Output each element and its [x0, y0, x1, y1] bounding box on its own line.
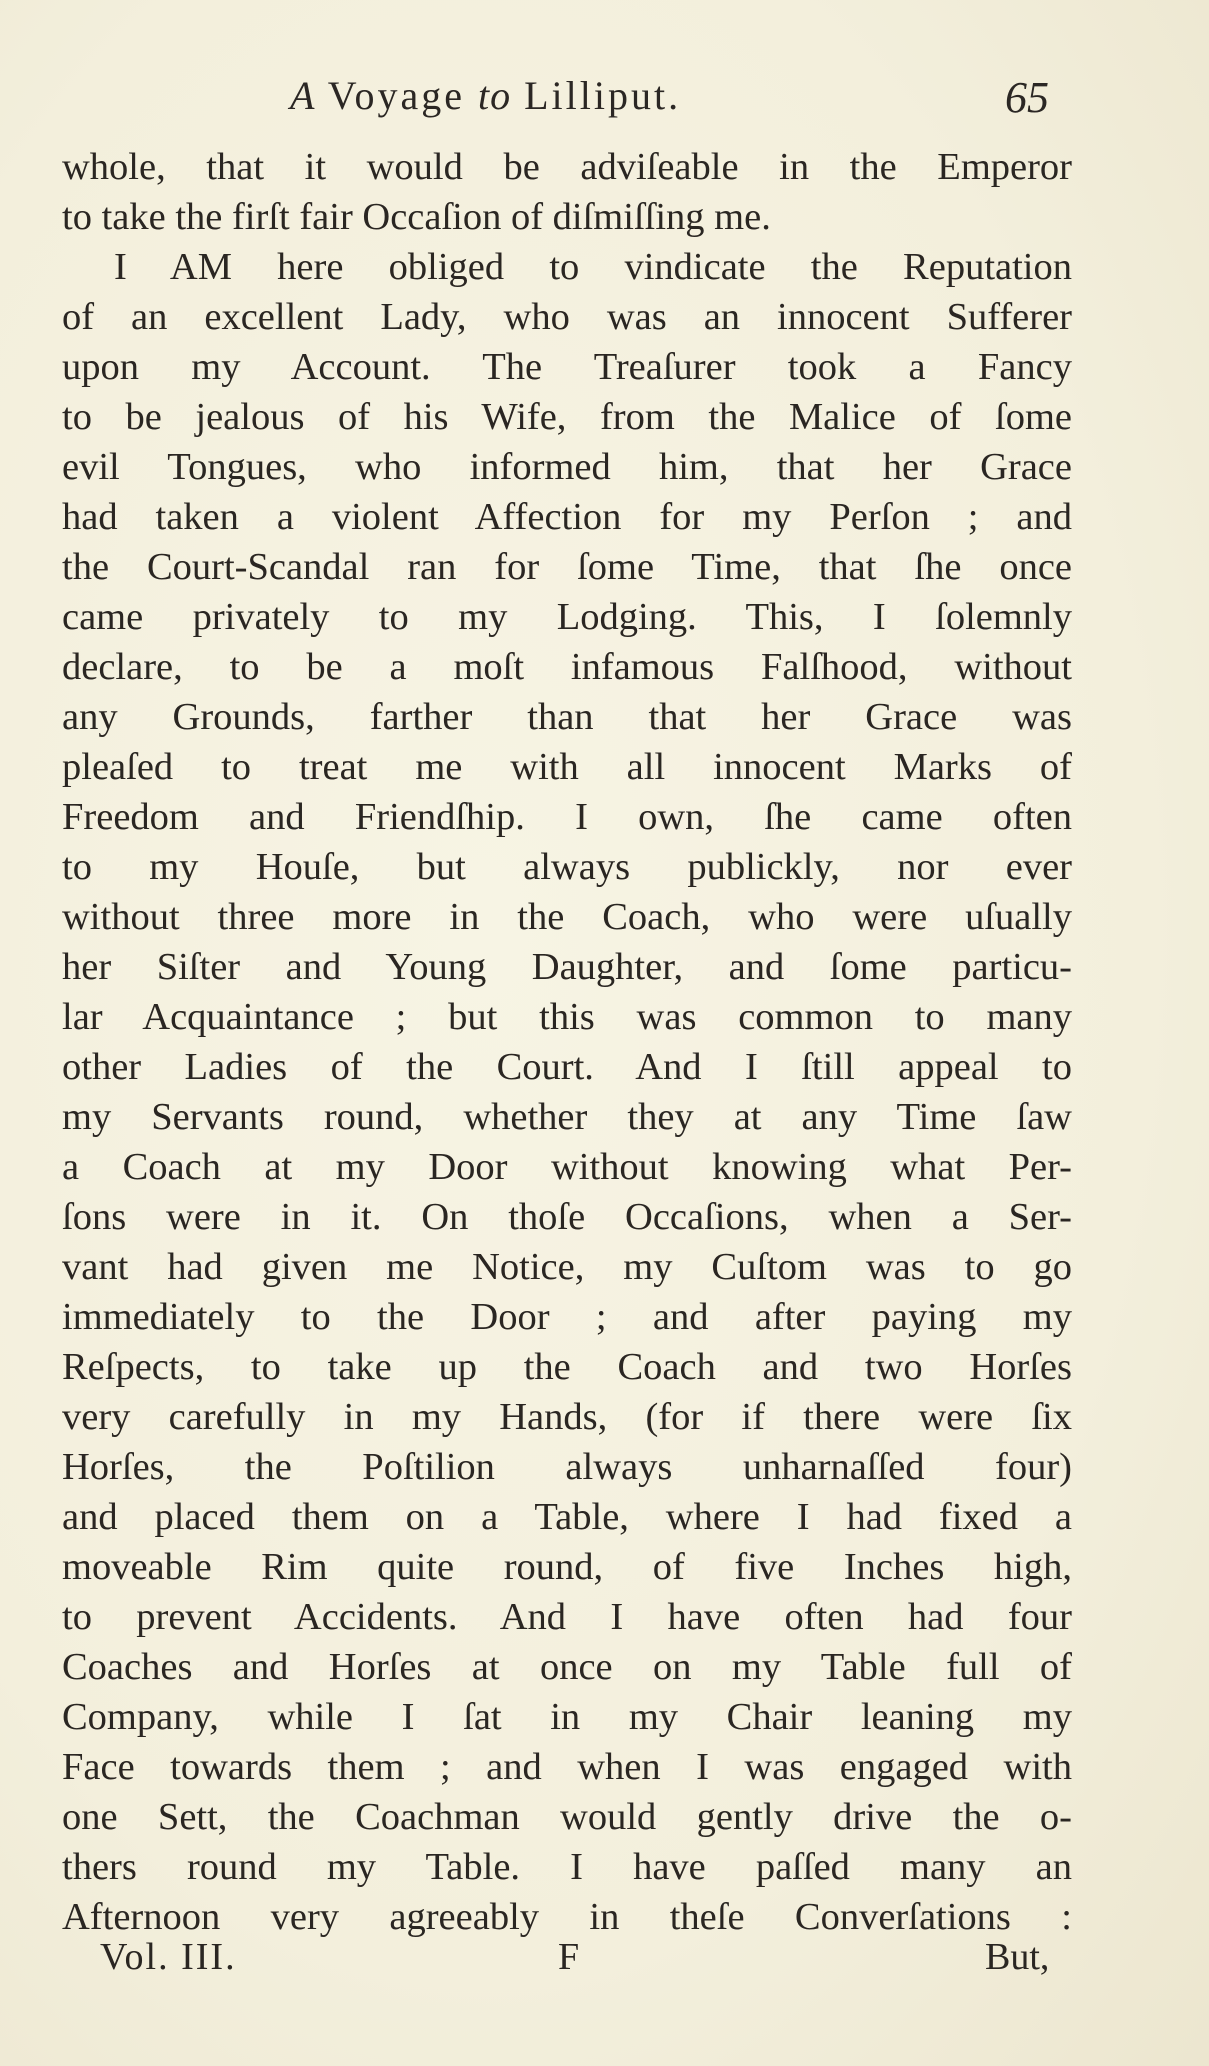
- text-line: immediately to the Door ; and after paying my: [62, 1296, 1072, 1338]
- text-line: without three more in the Coach, who were uſually: [62, 896, 1072, 938]
- text-line: Face towards them ; and when I was engaged with: [62, 1746, 1072, 1788]
- text-line: pleaſed to treat me with all innocent Marks of: [62, 746, 1072, 788]
- page-footer: [0, 1935, 1209, 1995]
- text-line: her Siſter and Young Daughter, and ſome particu-: [62, 946, 1072, 988]
- text-line: came privately to my Lodging. This, I ſolemnly: [62, 596, 1072, 638]
- running-head-word-voyage: Voyage: [327, 73, 465, 118]
- text-line: of an excellent Lady, who was an innocent Sufferer: [62, 296, 1072, 338]
- text-line: other Ladies of the Court. And I ſtill appeal to: [62, 1046, 1072, 1088]
- text-line: Reſpects, to take up the Coach and two Horſes: [62, 1346, 1072, 1388]
- text-line: a Coach at my Door without knowing what Per-: [62, 1146, 1072, 1188]
- text-line: Freedom and Friendſhip. I own, ſhe came often: [62, 796, 1072, 838]
- text-line: evil Tongues, who informed him, that her Grace: [62, 446, 1072, 488]
- text-line: whole, that it would be adviſeable in the Emperor: [62, 146, 1072, 188]
- text-line: my Servants round, whether they at any Time ſaw: [62, 1096, 1072, 1138]
- text-line: to be jealous of his Wife, from the Malice of ſome: [62, 396, 1072, 438]
- text-line: any Grounds, farther than that her Grace was: [62, 696, 1072, 738]
- running-head-preposition: to: [477, 73, 512, 118]
- text-line: thers round my Table. I have paſſed many an: [62, 1846, 1072, 1888]
- body-text: [62, 142, 1072, 1942]
- volume-signature: Vol. III.: [100, 1936, 237, 1978]
- text-line: Company, while I ſat in my Chair leaning my: [62, 1696, 1072, 1738]
- text-line: to my Houſe, but always publickly, nor ever: [62, 846, 1072, 888]
- text-line: moveable Rim quite round, of five Inches high,: [62, 1546, 1072, 1588]
- catchword: But,: [985, 1936, 1050, 1978]
- text-line: ſons were in it. On thoſe Occaſions, when a Ser-: [62, 1196, 1072, 1238]
- text-line: and placed them on a Table, where I had fixed a: [62, 1496, 1072, 1538]
- running-head-article: A: [290, 73, 316, 118]
- text-line: upon my Account. The Treaſurer took a Fancy: [62, 346, 1072, 388]
- text-line: declare, to be a moſt infamous Falſhood, without: [62, 646, 1072, 688]
- running-head-title: [290, 72, 681, 119]
- text-line: one Sett, the Coachman would gently drive the o-: [62, 1796, 1072, 1838]
- text-line: had taken a violent Affection for my Perſon ; and: [62, 496, 1072, 538]
- text-line: very carefully in my Hands, (for if there were ſix: [62, 1396, 1072, 1438]
- running-head-word-lilliput: Lilliput.: [524, 73, 682, 118]
- text-line-paragraph-start: I AM here obliged to vindicate the Reputation: [114, 246, 1072, 288]
- text-line: the Court-Scandal ran for ſome Time, that ſhe once: [62, 546, 1072, 588]
- text-line: Coaches and Horſes at once on my Table full of: [62, 1646, 1072, 1688]
- page-number: 65: [1005, 73, 1049, 122]
- text-line: Afternoon very agreeably in theſe Converſations :: [62, 1896, 1072, 1938]
- text-line: lar Acquaintance ; but this was common to many: [62, 996, 1072, 1038]
- signature-letter: F: [558, 1936, 580, 1978]
- text-line: vant had given me Notice, my Cuſtom was to go: [62, 1246, 1072, 1288]
- text-line: to prevent Accidents. And I have often had four: [62, 1596, 1072, 1638]
- text-line: Horſes, the Poſtilion always unharnaſſed four): [62, 1446, 1072, 1488]
- text-line: to take the firſt fair Occaſion of diſmiſſing me.: [62, 196, 771, 238]
- running-head: [0, 72, 1209, 132]
